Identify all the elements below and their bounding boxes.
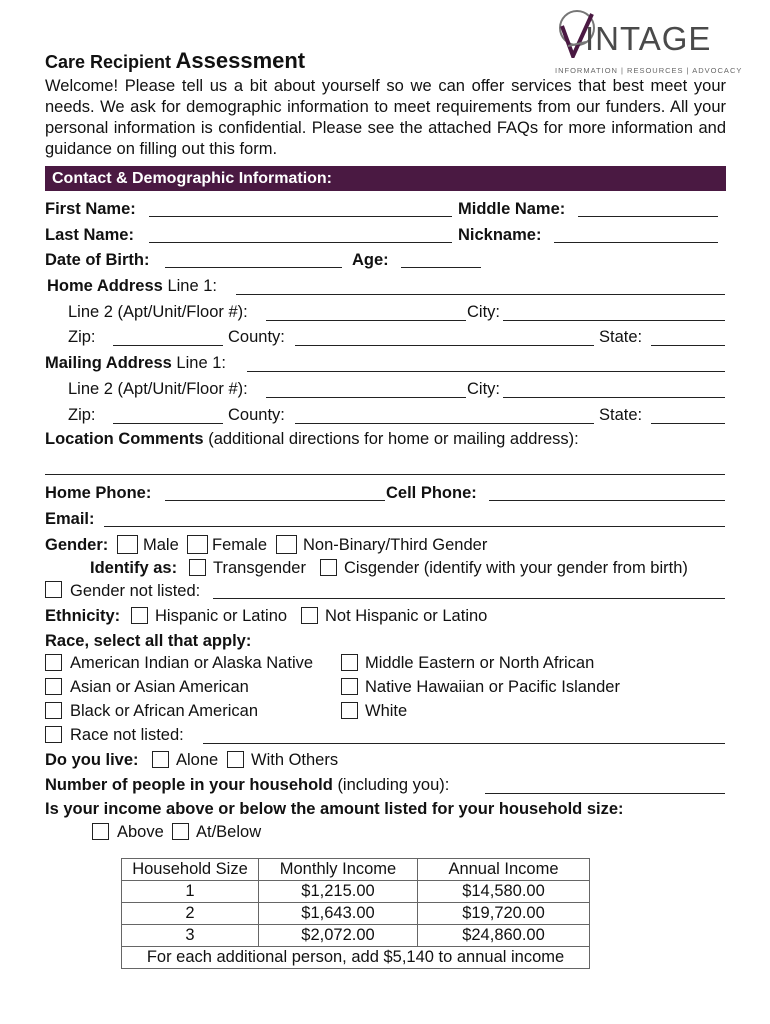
home-city-field[interactable] [503,320,725,321]
mailing-city-label: City: [467,380,500,398]
live-alone-checkbox[interactable] [152,751,169,768]
table-cell: $2,072.00 [259,925,418,947]
mailing-state-field[interactable] [651,423,725,424]
mailing-line2-field[interactable] [266,397,466,398]
race-not-listed-label: Race not listed: [70,726,184,744]
gender-not-listed-checkbox[interactable] [45,581,62,598]
ethnicity-label: Ethnicity: [45,607,121,625]
email-field[interactable] [104,526,725,527]
race-asian-label: Asian or Asian American [70,678,249,696]
race-american-indian-checkbox[interactable] [45,654,62,671]
table-cell: $1,215.00 [259,881,418,903]
race-white-label: White [365,702,408,720]
cell-phone-field[interactable] [489,500,725,501]
home-county-field[interactable] [295,345,594,346]
nickname-field[interactable] [554,242,718,243]
page-title [45,48,305,74]
race-black-label: Black or African American [70,702,258,720]
home-city-label: City: [467,303,500,321]
cisgender-label: Cisgender (identify with your gender from birth) [344,559,688,577]
income-above-checkbox[interactable] [92,823,109,840]
race-white-checkbox[interactable] [341,702,358,719]
gender-male-label: Male [143,536,179,554]
dob-field[interactable] [165,267,342,268]
home-line2-label: Line 2 (Apt/Unit/Floor #): [68,303,248,321]
location-comments-field[interactable] [45,474,725,475]
race-not-listed-checkbox[interactable] [45,726,62,743]
mailing-city-field[interactable] [503,397,725,398]
race-american-indian-label: American Indian or Alaska Native [70,654,314,672]
home-line2-field[interactable] [266,320,466,321]
middle-name-field[interactable] [578,216,718,217]
home-phone-field[interactable] [165,500,385,501]
home-state-field[interactable] [651,345,725,346]
cell-phone-label: Cell Phone: [386,484,477,502]
hispanic-label: Hispanic or Latino [155,607,288,625]
email-label: Email: [45,510,95,528]
race-mena-checkbox[interactable] [341,654,358,671]
first-name-label: First Name: [45,200,136,218]
table-row [122,881,590,903]
income-below-label: At/Below [196,823,262,841]
first-name-field[interactable] [149,216,452,217]
table-cell: $19,720.00 [418,903,590,925]
location-comments-label: Location Comments (additional directions for home or mailing address): [45,430,579,448]
home-zip-field[interactable] [113,345,223,346]
title-small: Care Recipient [45,52,172,72]
race-hawaiian-checkbox[interactable] [341,678,358,695]
not-hispanic-checkbox[interactable] [301,607,318,624]
table-cell: $1,643.00 [259,903,418,925]
mailing-state-label: State: [599,406,643,424]
home-county-label: County: [228,328,285,346]
home-phone-label: Home Phone: [45,484,152,502]
mailing-zip-label: Zip: [68,406,96,424]
race-hawaiian-label: Native Hawaiian or Pacific Islander [365,678,620,696]
live-label: Do you live: [45,751,139,769]
section-header [45,166,726,191]
gender-not-listed-label: Gender not listed: [70,582,201,600]
cisgender-checkbox[interactable] [320,559,337,576]
gender-nonbinary-checkbox[interactable] [276,535,297,554]
not-hispanic-label: Not Hispanic or Latino [325,607,488,625]
mailing-zip-field[interactable] [113,423,223,424]
gender-nonbinary-label: Non-Binary/Third Gender [303,536,488,554]
home-zip-label: Zip: [68,328,96,346]
table-header-row [122,859,590,881]
live-alone-label: Alone [176,751,219,769]
household-label: Number of people in your household (including you): [45,776,450,794]
table-cell: 3 [122,925,259,947]
race-asian-checkbox[interactable] [45,678,62,695]
live-with-others-checkbox[interactable] [227,751,244,768]
table-footer: For each additional person, add $5,140 to annual income [122,947,590,969]
income-question: Is your income above or below the amount listed for your household size: [45,800,624,818]
live-with-others-label: With Others [251,751,339,769]
logo-tagline: INFORMATION | RESOURCES | ADVOCACY [555,66,743,75]
race-black-checkbox[interactable] [45,702,62,719]
gender-female-checkbox[interactable] [187,535,208,554]
logo-word: INTAGE [585,20,712,57]
age-label: Age: [352,251,389,269]
household-size-field[interactable] [485,793,725,794]
transgender-checkbox[interactable] [189,559,206,576]
mailing-address-label: Mailing Address Line 1: [45,354,226,372]
table-cell: $14,580.00 [418,881,590,903]
income-table [121,858,590,969]
home-line1-field[interactable] [236,294,725,295]
table-cell: 2 [122,903,259,925]
table-row [122,925,590,947]
mailing-line2-label: Line 2 (Apt/Unit/Floor #): [68,380,248,398]
table-cell: 1 [122,881,259,903]
table-header: Monthly Income [259,859,418,881]
table-row [122,903,590,925]
race-not-listed-field[interactable] [203,743,725,744]
table-header: Annual Income [418,859,590,881]
gender-female-label: Female [212,536,268,554]
mailing-line1-field[interactable] [247,371,725,372]
age-field[interactable] [401,267,481,268]
middle-name-label: Middle Name: [458,200,566,218]
race-mena-label: Middle Eastern or North African [365,654,595,672]
section-title: Contact & Demographic Information: [52,170,333,187]
identify-as-label: Identify as: [90,559,178,577]
intro-text: Welcome! Please tell us a bit about yourself so we can offer services that best meet your needs. We ask for demographic information to meet requirements from our funders. All your personal information is confidential. Please see the attached FAQs for more information and guidance on filling out this form. [45,77,726,158]
income-below-checkbox[interactable] [172,823,189,840]
nickname-label: Nickname: [458,226,542,244]
last-name-label: Last Name: [45,226,134,244]
mailing-county-field[interactable] [295,423,594,424]
gender-not-listed-field[interactable] [213,598,725,599]
last-name-field[interactable] [149,242,452,243]
table-header: Household Size [122,859,259,881]
table-cell: $24,860.00 [418,925,590,947]
transgender-label: Transgender [213,559,306,577]
mailing-county-label: County: [228,406,285,424]
table-footer-row [122,947,590,969]
gender-label: Gender: [45,536,109,554]
income-above-label: Above [117,823,164,841]
dob-label: Date of Birth: [45,251,150,269]
race-label: Race, select all that apply: [45,632,252,650]
home-address-label: Home Address Line 1: [47,277,217,295]
gender-male-checkbox[interactable] [117,535,138,554]
home-state-label: State: [599,328,643,346]
hispanic-checkbox[interactable] [131,607,148,624]
title-big: Assessment [175,48,306,73]
